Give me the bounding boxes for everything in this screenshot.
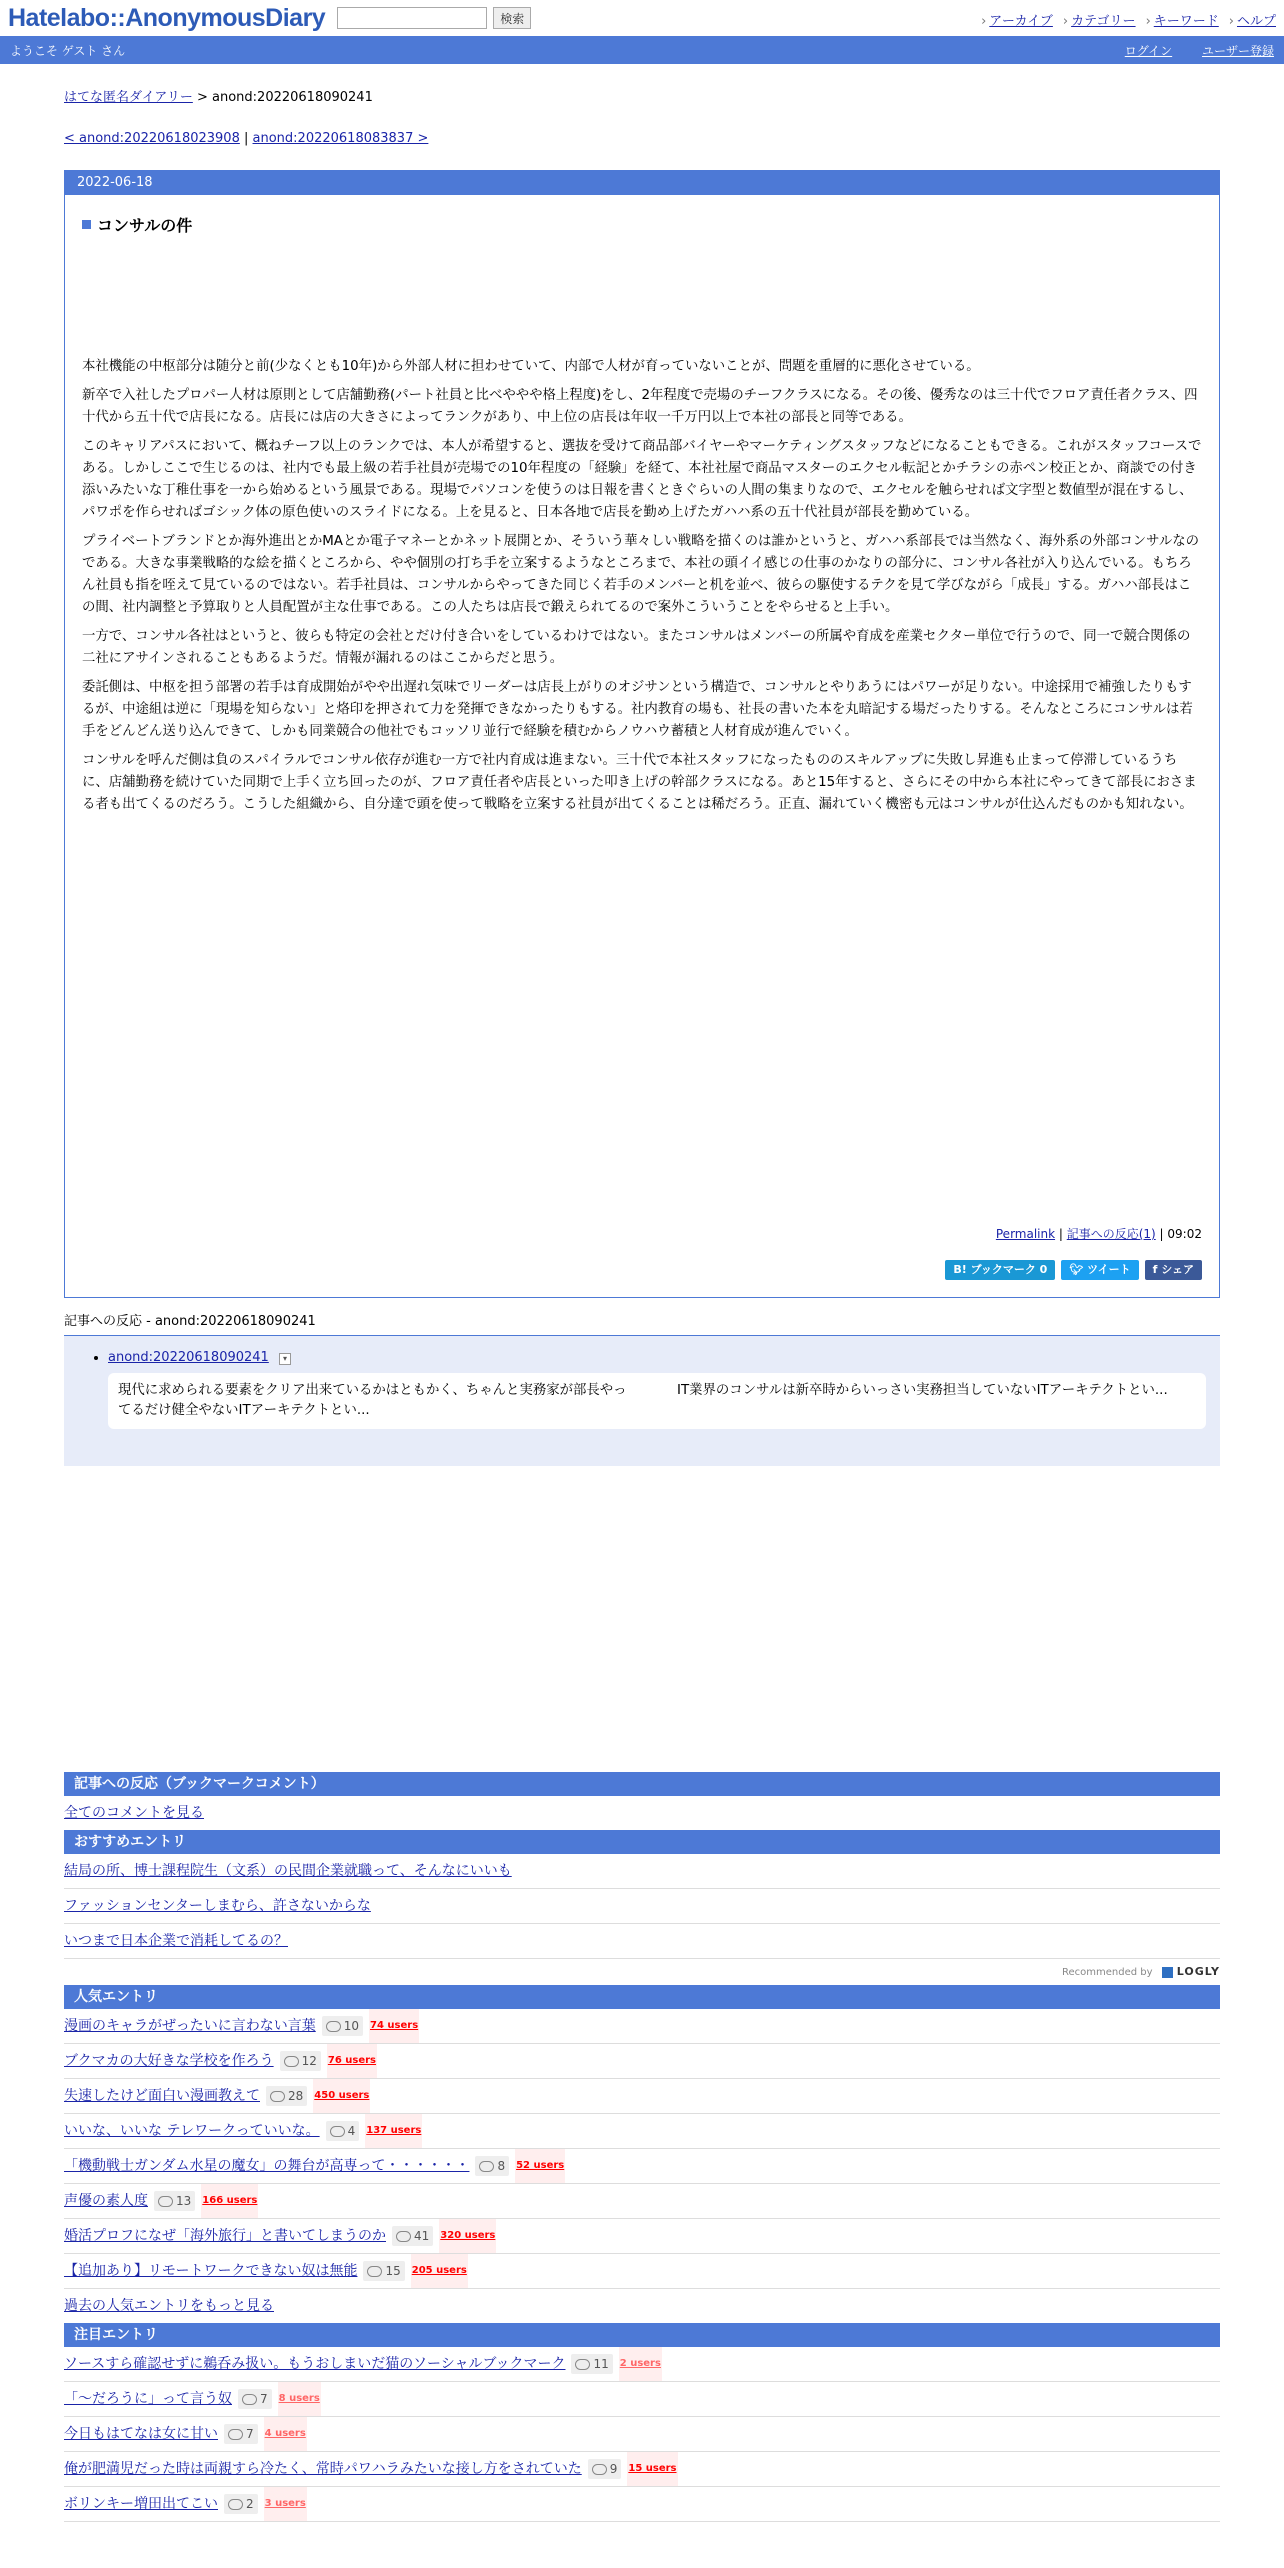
welcome-text: ようこそ ゲスト さん — [10, 43, 126, 58]
keyword-link[interactable]: › キーワード — [1146, 10, 1219, 29]
prev-next-nav — [64, 131, 1220, 146]
facebook-label: シェア — [1161, 1263, 1194, 1276]
all-comments-link[interactable]: 全てのコメントを見る — [64, 1805, 204, 1821]
comment-count — [571, 2354, 612, 2374]
users-badge[interactable]: 15 users — [627, 2452, 677, 2486]
users-badge[interactable]: 74 users — [369, 2009, 419, 2043]
list-item — [64, 1924, 1220, 1959]
comment-count-value: 13 — [176, 2194, 192, 2208]
site-logo[interactable]: Hatelabo::AnonymousDiary — [8, 3, 326, 32]
reference-link[interactable]: anond:20220618090241 — [108, 1350, 269, 1365]
comment-count — [224, 2494, 258, 2514]
comment-count — [475, 2156, 509, 2176]
hatena-bookmark-button[interactable]: B! ブックマーク 0 — [945, 1260, 1055, 1280]
comment-bubble-icon — [396, 2231, 411, 2242]
comment-count — [238, 2389, 272, 2409]
entry-paragraph: このキャリアパスにおいて、概ねチーフ以上のランクでは、本人が希望すると、選抜を受けて商品部バイヤーやマーケティングスタッフなどになることもできる。これがスタッフコースである。しかしここで生じるのは、社内でも最上級の若手社員が売場での10年程度の「経験」を経て、本社社屋で商品マスターのエクセル転記とかチラシの赤ペン校正とか、商談での付き添いみたいな丁稚仕事を一から始めるという風景である。現場でパソコンを使うのは日報を書くときぐらいの人間の集まりなので、エクセルを触らせれば文字型と数値型が混在するし、パワポを作らせればゴシック体の原色使いのスライドになる。上を見ると、日本各地で店長を勤め上げたガハハ系の五十代社員が部長を勤めている。 — [82, 439, 1202, 520]
main-content — [64, 86, 1220, 2522]
register-link[interactable]: ユーザー登録 — [1201, 43, 1274, 58]
comment-bubble-icon — [242, 2394, 257, 2405]
users-badge[interactable]: 76 users — [327, 2044, 377, 2078]
comment-bubble-icon — [479, 2161, 494, 2172]
facebook-share-button[interactable] — [1145, 1260, 1202, 1280]
breadcrumb-root[interactable]: はてな匿名ダイアリー — [64, 90, 193, 105]
entry-paragraph: 本社機能の中枢部分は随分と前(少なくとも10年)から外部人材に担わせていて、内部で人材が育っていないことが、問題を重層的に悪化させている。 — [82, 359, 980, 374]
list-item — [64, 2184, 1220, 2219]
comment-count — [154, 2191, 195, 2211]
site-header — [0, 0, 1284, 36]
list-item — [64, 2487, 1220, 2522]
reference-item — [108, 1350, 1206, 1365]
next-entry-link[interactable]: anond:20220618083837 > — [252, 131, 429, 146]
users-badge[interactable]: 137 users — [365, 2114, 422, 2148]
more-popular-row — [64, 2289, 1220, 2323]
logly-text: LOGLY — [1176, 1965, 1220, 1978]
attention-heading: 注目エントリ — [64, 2323, 1220, 2347]
list-item — [64, 2149, 1220, 2184]
list-item — [64, 2009, 1220, 2044]
comment-count-value: 11 — [593, 2357, 609, 2371]
list-item — [64, 2417, 1220, 2452]
logly-mark-icon — [1162, 1967, 1173, 1978]
comment-count-value: 7 — [246, 2427, 254, 2441]
popular-link[interactable]: 声優の素人度 — [64, 2193, 148, 2209]
recommended-credit — [64, 1959, 1220, 1985]
entry-paragraph: 新卒で入社したプロパー人材は原則として店舗勤務(パート社員と比べややや格上程度)をし、2年程度で売場のチーフクラスになる。その後、優秀なのは三十代でフロア責任者クラス、四十代から五十代で店長になる。店長には店の大きさによってランクがあり、中上位の店長は年収一千万円以上で本社の部長と同等である。 — [82, 388, 1198, 425]
comment-count-value: 8 — [497, 2159, 506, 2173]
attention-link[interactable]: 俺が肥満児だった時は両親すら冷たく、常時パワハラみたいな接し方をされていた — [64, 2461, 582, 2477]
excerpt-right: IT業界のコンサルは新卒時からいっさい実務担当していないITアーキテクトとい... — [677, 1383, 1168, 1398]
recommended-link[interactable]: ファッションセンターしまむら、許さないからな — [64, 1898, 371, 1914]
breadcrumb — [64, 86, 1220, 105]
users-badge[interactable]: 450 users — [313, 2079, 370, 2113]
entry-title — [82, 213, 1202, 236]
comment-count — [322, 2016, 363, 2036]
archive-link[interactable]: › アーカイブ — [981, 10, 1053, 29]
popular-heading: 人気エントリ — [64, 1985, 1220, 2009]
entry-date: 2022-06-18 — [65, 171, 1219, 195]
search-button[interactable]: 検索 — [493, 7, 531, 29]
recommended-link[interactable]: いつまで日本企業で消耗してるの？ — [64, 1933, 288, 1949]
popular-link[interactable]: 【追加あり】リモートワークできない奴は無能 — [64, 2263, 358, 2279]
entry-paragraph: 一方で、コンサル各社はというと、彼らも特定の会社とだけ付き合いをしているわけではない。またコンサルはメンバーの所属や育成を産業セクター単位で行うので、同一で競合関係の二社にアサインされることもあるようだ。情報が漏れるのはここからだと思う。 — [82, 629, 1191, 666]
comment-count-value: 2 — [246, 2497, 254, 2511]
entry-paragraph: コンサルを呼んだ側は負のスパイラルでコンサル依存が進む一方で社内育成は進まない。三十代で本社スタッフになったもののスキルアップに失敗し昇進も止まって停滞しているうちに、店舗勤務を続けていた同期で上手く立ち回ったのが、フロア責任者や店長といった叩き上げの幹部クラスになる。あと15年すると、さらにその中から本社にやってきて部長におさまる者も出てくるのだろう。こうした組織から、自分達で頭を使って戦略を立案する社員が出てくることは稀だろう。正直、漏れていく機密も元はコンサルが仕込んだものかも知れない。 — [82, 753, 1197, 812]
recommended-link[interactable]: 結局の所、博士課程院生（文系）の民間企業就職って、そんなにいいも — [64, 1863, 512, 1879]
comment-bubble-icon — [228, 2499, 243, 2510]
footer-separator: | — [1055, 1227, 1067, 1241]
popular-link[interactable]: 失速したけど面白い漫画教えて — [64, 2088, 260, 2104]
comment-count-value: 10 — [343, 2019, 360, 2033]
comment-bubble-icon — [158, 2196, 173, 2207]
comment-bubble-icon — [228, 2429, 243, 2440]
category-link[interactable]: › カテゴリー — [1063, 10, 1136, 29]
users-badge[interactable]: 2 users — [619, 2347, 662, 2381]
attention-link[interactable]: 今日もはてなは女に甘い — [64, 2426, 218, 2442]
facebook-icon: f — [1152, 1263, 1162, 1276]
list-item — [64, 2044, 1220, 2079]
list-item — [64, 2254, 1220, 2289]
comment-count-value: 9 — [609, 2462, 618, 2476]
list-item — [64, 1889, 1220, 1924]
list-item — [64, 2452, 1220, 2487]
users-badge[interactable]: 52 users — [515, 2149, 565, 2183]
comment-count-value: 7 — [260, 2392, 268, 2406]
comment-bubble-icon — [270, 2091, 285, 2102]
bookmark-comments-heading: 記事への反応（ブックマークコメント） — [64, 1772, 1220, 1796]
attention-link[interactable]: 「〜だろうに」って言う奴 — [64, 2391, 232, 2407]
popular-link[interactable]: いいな、いいな テレワークっていいな。 — [64, 2123, 320, 2139]
popular-link[interactable]: 漫画のキャラがぜったいに言わない言葉 — [64, 2018, 316, 2034]
list-item — [64, 1854, 1220, 1889]
comment-count-value: 4 — [347, 2124, 356, 2138]
users-badge[interactable]: 3 users — [264, 2487, 307, 2521]
excerpt-left: 現代に求められる要素をクリア出来ているかはともかく、ちゃんと実務家が部長やってるだけ健全やないITアーキテクトとい... — [118, 1383, 627, 1418]
comment-bubble-icon — [367, 2266, 382, 2277]
comment-bubble-icon — [284, 2056, 299, 2067]
logly-logo[interactable] — [1162, 1959, 1220, 1985]
comment-count — [392, 2226, 433, 2246]
attention-link[interactable]: ソースすら確認せずに鵜呑み扱い。もうおしまいだ猫のソーシャルブックマーク — [64, 2356, 566, 2372]
comment-bubble-icon — [592, 2464, 607, 2475]
users-badge[interactable]: 4 users — [264, 2417, 307, 2451]
reference-excerpt — [108, 1373, 1206, 1429]
list-item — [64, 2114, 1220, 2149]
references-title: 記事への反応 - anond:20220618090241 — [64, 1310, 1220, 1336]
nav-separator: | — [239, 131, 253, 146]
popular-link[interactable]: 婚活プロフになぜ「海外旅行」と書いてしまうのか — [64, 2228, 386, 2244]
comment-count — [326, 2121, 360, 2141]
attention-link[interactable]: ボリンキー増田出てこい — [64, 2496, 218, 2512]
expand-toggle-icon[interactable]: ▾ — [279, 1353, 291, 1365]
more-popular-link[interactable]: 過去の人気エントリをもっと見る — [64, 2298, 274, 2314]
entry-paragraph: 委託側は、中枢を担う部署の若手は育成開始がやや出遅れ気味でリーダーは店長上がりのオジサンという構造で、コンサルとやりあうにはパワーが足りない。中途採用で補強したりもするが、中途組は逆に「現場を知らない」と烙印を押されて力を発揮できなかったりもする。社内教育の場も、社長の書いた本を丸暗記する場だったりする。そんなところにコンサルは若手をどんどん送り込んできて、しかも同業競合の他社でもコッソリ並行で経験を積むからノウハウ蓄積と人材育成が進んでいく。 — [82, 680, 1193, 739]
comment-count-value: 41 — [414, 2229, 430, 2243]
users-badge[interactable]: 320 users — [439, 2219, 496, 2253]
entry-time: 09:02 — [1167, 1227, 1202, 1241]
breadcrumb-current: anond:20220618090241 — [212, 90, 373, 105]
diary-entry — [64, 170, 1220, 1298]
entry-body — [82, 356, 1202, 816]
users-badge[interactable]: 205 users — [411, 2254, 468, 2288]
comment-count-value: 15 — [385, 2264, 401, 2278]
all-comments-row — [64, 1796, 1220, 1830]
recommended-heading: おすすめエントリ — [64, 1830, 1220, 1854]
lower-sections — [64, 1772, 1220, 2522]
comment-count — [224, 2424, 258, 2444]
share-buttons — [945, 1260, 1202, 1280]
footer-separator: | — [1155, 1227, 1168, 1241]
comment-count — [363, 2261, 404, 2281]
list-item — [64, 2219, 1220, 2254]
twitter-bird-icon: 🐦︎ — [1069, 1263, 1088, 1276]
search-input[interactable] — [337, 7, 487, 29]
login-link[interactable]: ログイン — [1124, 43, 1173, 58]
entry-footer — [996, 1225, 1202, 1242]
list-item — [64, 2382, 1220, 2417]
popular-link[interactable]: 「機動戦士ガンダム水星の魔女」の舞台が高専って・・・・・・ — [64, 2158, 470, 2174]
header-nav — [981, 10, 1276, 29]
title-square-icon[interactable] — [82, 220, 91, 229]
list-item — [64, 2079, 1220, 2114]
comment-bubble-icon — [326, 2021, 341, 2032]
comment-bubble-icon — [330, 2126, 345, 2137]
users-badge[interactable]: 166 users — [201, 2184, 258, 2218]
comment-count — [280, 2051, 321, 2071]
user-bar — [0, 36, 1284, 64]
breadcrumb-separator: > — [192, 90, 213, 105]
popular-link[interactable]: ブクマカの大好きな学校を作ろう — [64, 2053, 274, 2069]
comment-count-value: 12 — [301, 2054, 317, 2068]
prev-entry-link[interactable]: < anond:20220618023908 — [64, 131, 240, 146]
tweet-button[interactable] — [1061, 1260, 1138, 1280]
comment-count-value: 28 — [288, 2089, 304, 2103]
credit-text: Recommended by — [1062, 1967, 1153, 1978]
permalink[interactable]: Permalink — [995, 1227, 1056, 1241]
users-badge[interactable]: 8 users — [278, 2382, 321, 2416]
tweet-label: ツイート — [1087, 1263, 1131, 1276]
reactions-link[interactable]: 記事への反応(1) — [1066, 1227, 1156, 1241]
help-link[interactable]: › ヘルプ — [1229, 10, 1276, 29]
entry-paragraph: プライベートブランドとか海外進出とかMAとか電子マネーとかネット展開とか、そういう華々しい戦略を描くのは誰かというと、ガハハ系部長では当然なく、海外系の外部コンサルなのである。大きな事業戦略的な絵を描くところから、やや個別の打ち手を立案するようなところまで、本社の頭イイ感じの仕事のかなりの部分に、コンサル各社が入り込んでいる。もちろん社員も指を咥えて見ているのではない。若手社員は、コンサルからやってきた同じく若手のメンバーと机を並べ、彼らの駆使するテクを見て学びながら「成長」する。ガハハ部長はこの間、社内調整と予算取りと人員配置が主な仕事である。この人たちは店長で鍛えられてるので案外こういうことをやらせると上手い。 — [82, 534, 1199, 615]
list-item — [64, 2347, 1220, 2382]
comment-count — [266, 2086, 307, 2106]
comment-bubble-icon — [575, 2359, 590, 2370]
references-box — [64, 1336, 1220, 1466]
comment-count — [588, 2459, 622, 2479]
entry-title-text: コンサルの件 — [97, 216, 193, 235]
